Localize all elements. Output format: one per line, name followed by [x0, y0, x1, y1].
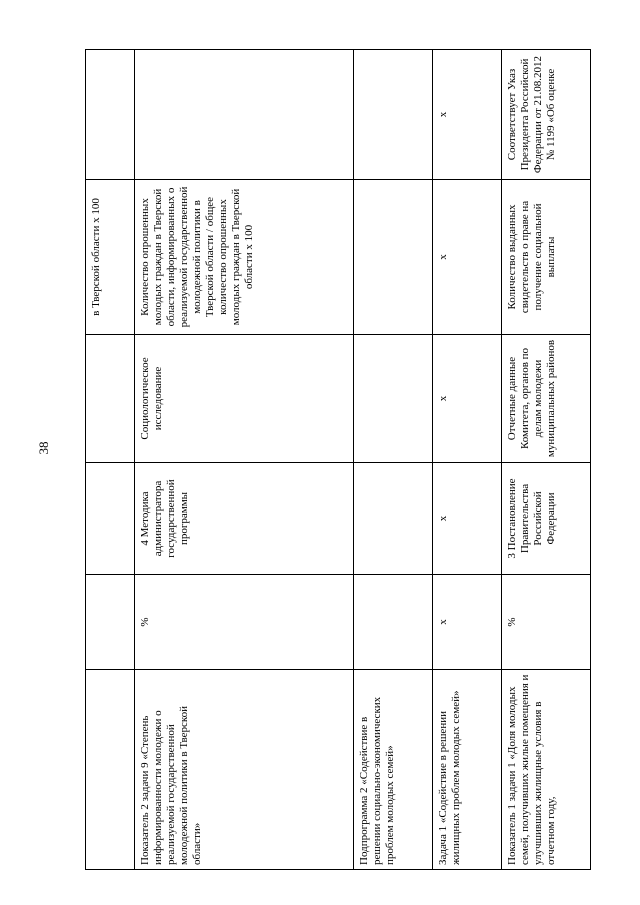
cell-indicator-name: Показатель 1 задачи 1 «Доля молодых семей, получивших жилые помещения и улучшивших жилищные условия в отчетном году, [502, 670, 591, 870]
cell-source: Социологическое исследование [135, 335, 354, 463]
table-row [354, 50, 433, 870]
cell-note [354, 50, 433, 180]
cell-unit: x [433, 575, 502, 670]
table-row [502, 50, 591, 870]
cell-method: x [433, 463, 502, 575]
cell-formula [354, 180, 433, 335]
cell-indicator-name: Показатель 2 задачи 9 «Степень информированности молодежи о реализуемой государственной молодежной политики в Тверской области» [135, 670, 354, 870]
indicator-table [85, 49, 591, 870]
cell-method: 4 Методика администратора государственной программы [135, 463, 354, 575]
cell-subprogram-name: Подпрограмма 2 «Содействие в решении социально-экономических проблем молодых семей» [354, 670, 433, 870]
cell-top-name [86, 670, 135, 870]
cell-unit: % [502, 575, 591, 670]
cell-note [135, 50, 354, 180]
table-row [135, 50, 354, 870]
cell-note: x [433, 50, 502, 180]
cell-formula: x [433, 180, 502, 335]
cell-top-formula: в Тверской области x 100 [86, 180, 135, 335]
cell-method [354, 463, 433, 575]
cell-source [354, 335, 433, 463]
cell-unit: % [135, 575, 354, 670]
cell-method: 3 Постановление Правительства Российской Федерации [502, 463, 591, 575]
cell-top-source [86, 335, 135, 463]
cell-formula: Количество опрошенных молодых граждан в Тверской области, информированных о реализуемой государственной молодежной политики в Тверской области / общее количество опрошенных молодых граждан в Тверской области x 100 [135, 180, 354, 335]
cell-source: x [433, 335, 502, 463]
cell-top-method [86, 463, 135, 575]
cell-source: Отчетные данные Комитета, органов по делам молодежи муниципальных районов [502, 335, 591, 463]
cell-formula: Количество выданных свидетельств о праве на получение социальной выплаты [502, 180, 591, 335]
page-number: 38 [36, 441, 51, 455]
table-row-continuation [86, 50, 135, 870]
cell-task-name: Задача 1 «Содействие в решении жилищных проблем молодых семей» [433, 670, 502, 870]
cell-top-note [86, 50, 135, 180]
cell-note: Соответствует Указ Президента Российской Федерации от 21.08.2012 № 1199 «Об оценке [502, 50, 591, 180]
table-row [433, 50, 502, 870]
cell-unit [354, 575, 433, 670]
cell-top-unit [86, 575, 135, 670]
